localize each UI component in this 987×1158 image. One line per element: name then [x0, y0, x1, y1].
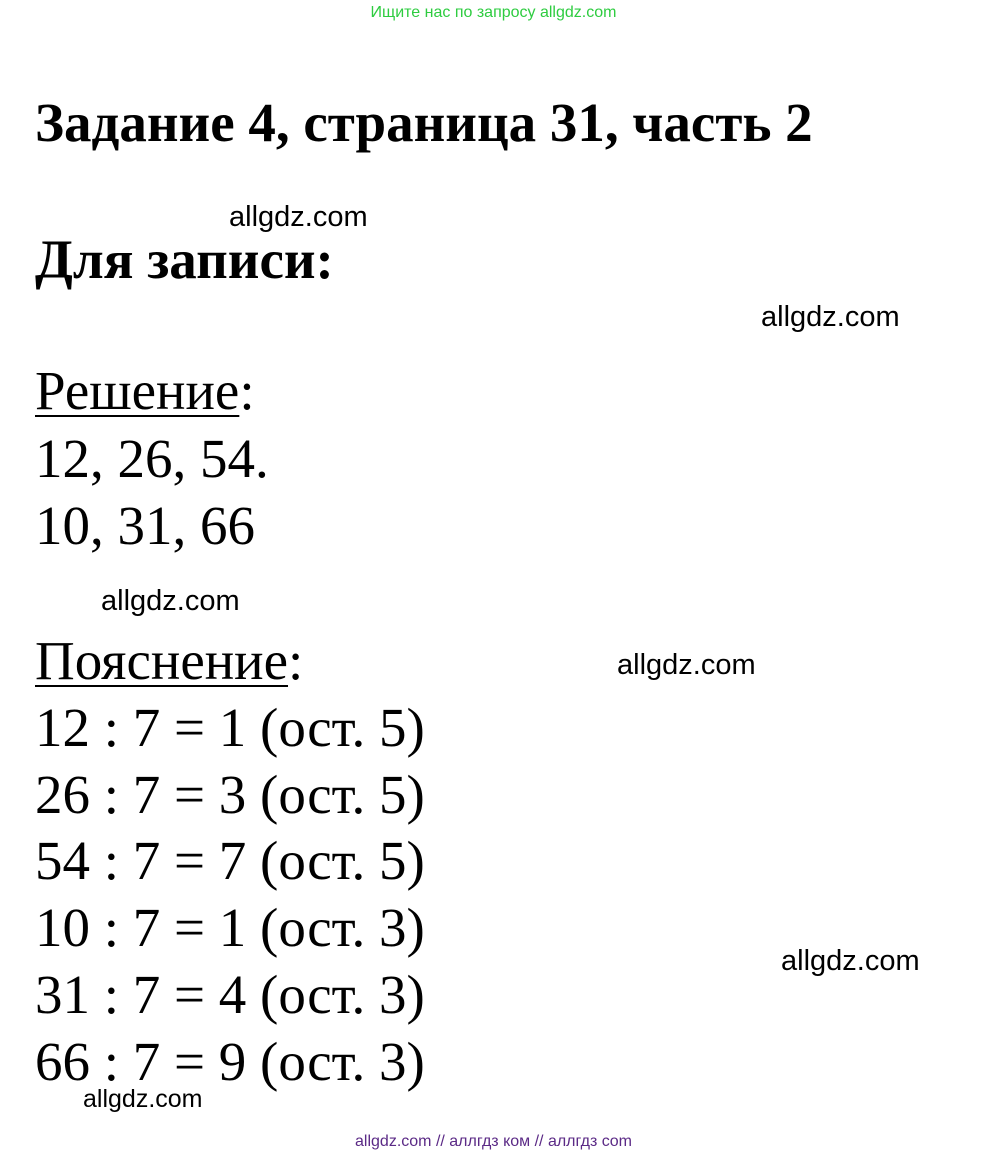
watermark: allgdz.com — [101, 585, 240, 617]
explanation-label: Пояснение — [35, 630, 289, 691]
explanation-line-6: 66 : 7 = 9 (ост. 3) — [35, 1031, 425, 1092]
solution-heading — [35, 358, 255, 424]
watermark: allgdz.com — [83, 1085, 203, 1113]
subtitle: Для записи: — [35, 229, 334, 290]
explanation-line-1: 12 : 7 = 1 (ост. 5) — [35, 697, 425, 758]
solution-colon: : — [239, 360, 255, 421]
explanation-line-4: 10 : 7 = 1 (ост. 3) — [35, 897, 425, 958]
footer: allgdz.com // аллгдз ком // аллгдз com — [355, 1133, 632, 1150]
watermark: allgdz.com — [781, 945, 920, 977]
watermark: allgdz.com — [229, 201, 368, 233]
explanation-heading — [35, 628, 303, 694]
watermark: allgdz.com — [617, 649, 756, 681]
solution-label: Решение — [35, 360, 240, 421]
explanation-line-2: 26 : 7 = 3 (ост. 5) — [35, 764, 425, 825]
explanation-line-3: 54 : 7 = 7 (ост. 5) — [35, 830, 425, 891]
watermark: allgdz.com — [761, 301, 900, 333]
page-title: Задание 4, страница 31, часть 2 — [35, 92, 813, 153]
solution-line-1: 12, 26, 54. — [35, 428, 269, 489]
top-banner: Ищите нас по запросу allgdz.com — [370, 4, 617, 21]
explanation-colon: : — [288, 630, 304, 691]
explanation-line-5: 31 : 7 = 4 (ост. 3) — [35, 964, 425, 1025]
solution-line-2: 10, 31, 66 — [35, 495, 255, 556]
